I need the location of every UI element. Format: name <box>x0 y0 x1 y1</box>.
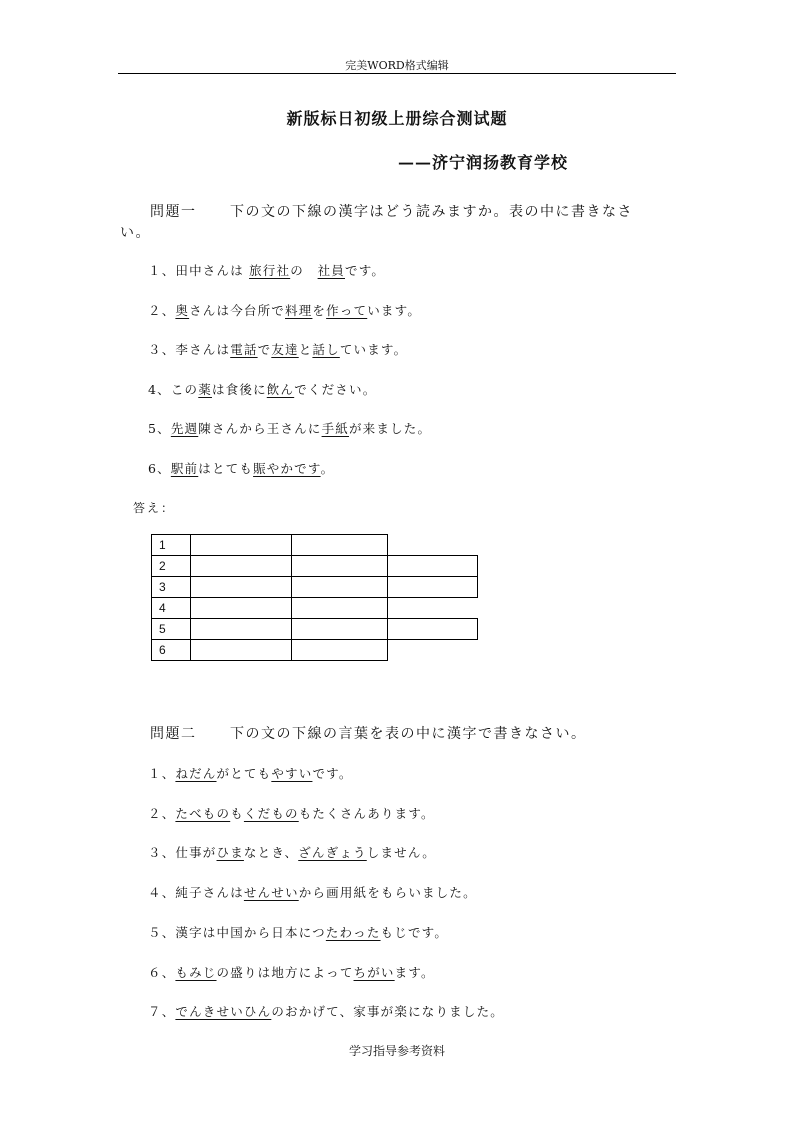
question-1-instruction: 下の文の下線の漢字はどう読みますか。表の中に書きなさ <box>230 204 633 220</box>
question-1-item <box>148 340 407 358</box>
answer-row-number: 4 <box>152 598 191 619</box>
question-2-label: 問題二 <box>150 726 197 742</box>
page-header: 完美WORD格式编辑 <box>345 59 449 72</box>
sentence-text: を <box>312 302 327 318</box>
answer-row <box>152 619 478 640</box>
sentence-text: はとても <box>198 460 254 476</box>
sentence-text: ６、 <box>148 964 176 980</box>
answer-row <box>152 598 478 619</box>
sentence-text: ４、純子さんは <box>148 885 244 901</box>
question-1-heading <box>150 201 633 221</box>
answer-cell-empty <box>388 598 478 619</box>
answer-cell <box>388 577 478 598</box>
sentence-text: ２、 <box>148 805 176 821</box>
answer-cell-empty <box>388 535 478 556</box>
sentence-text: 4、この <box>148 381 199 397</box>
answer-row-number: 1 <box>152 535 191 556</box>
question-1-item <box>148 419 431 437</box>
sentence-text: ３、仕事が <box>148 845 217 861</box>
answer-cell <box>191 619 292 640</box>
question-2-item <box>148 764 353 782</box>
sentence-text: が来ました。 <box>348 421 432 436</box>
underlined-word: たべもの <box>175 805 231 821</box>
sentence-text: でください。 <box>294 381 377 397</box>
sentence-text: 陳さんから王さんに <box>198 421 322 436</box>
question-1-item <box>148 459 334 477</box>
answer-cell <box>191 577 292 598</box>
answer-cell <box>388 619 478 640</box>
answer-cell-empty <box>388 640 478 661</box>
underlined-word: せんせい <box>243 885 299 901</box>
question-2-item <box>148 804 435 822</box>
sentence-text: ３、李さんは <box>148 342 231 357</box>
sentence-text: １、 <box>148 766 176 781</box>
page-footer: 学习指导参考资料 <box>348 1044 445 1058</box>
sentence-text: もじです。 <box>380 924 449 940</box>
sentence-text: ます。 <box>394 964 435 980</box>
answer-cell <box>191 535 292 556</box>
answer-row <box>152 556 478 577</box>
underlined-word: 手紙 <box>321 421 349 436</box>
header-rule <box>118 73 676 74</box>
answer-cell <box>191 598 292 619</box>
underlined-word: 飲ん <box>266 381 295 397</box>
document-title: 新版标日初级上册综合测试题 <box>286 109 508 128</box>
answer-label: 答え： <box>133 501 176 515</box>
underlined-word: 薬 <box>198 381 212 397</box>
question-1-instruction-wrap: い。 <box>120 225 151 241</box>
sentence-text: のおかげて、家事が楽になりました。 <box>271 1004 504 1020</box>
answer-row-number: 5 <box>152 619 191 640</box>
underlined-word: もみじ <box>175 964 217 980</box>
sentence-text: さんは今台所で <box>189 302 286 318</box>
underlined-word: 社員 <box>317 263 345 278</box>
answer-cell <box>292 535 388 556</box>
answer-row <box>152 640 478 661</box>
sentence-text: ７、 <box>148 1004 176 1020</box>
underlined-word: 奥 <box>175 302 190 318</box>
sentence-text: から画用紙をもらいました。 <box>298 885 477 901</box>
sentence-text: の盛りは地方によって <box>216 964 354 980</box>
sentence-text: も <box>230 805 244 821</box>
answer-table <box>151 534 478 661</box>
underlined-word: でんきせいひん <box>175 1004 272 1020</box>
underlined-word: たわった <box>325 924 381 940</box>
sentence-text: の <box>290 263 318 278</box>
answer-row-number: 6 <box>152 640 191 661</box>
question-1-item <box>148 301 421 319</box>
answer-cell <box>292 640 388 661</box>
underlined-word: やすい <box>271 766 313 781</box>
question-2-item <box>148 923 448 941</box>
underlined-word: 友達 <box>271 342 299 357</box>
underlined-word: 駅前 <box>170 460 199 476</box>
answer-row-number: 3 <box>152 577 191 598</box>
sentence-text: もたくさんあります。 <box>298 805 435 821</box>
underlined-word: ねだん <box>175 766 217 781</box>
answer-cell <box>292 556 388 577</box>
underlined-word: 作って <box>326 302 368 318</box>
question-1-label: 問題一 <box>150 204 197 220</box>
answer-row-number: 2 <box>152 556 191 577</box>
sentence-text: しません。 <box>366 845 437 861</box>
underlined-word: 話し <box>312 342 340 357</box>
document-subtitle: ——济宁润扬教育学校 <box>398 153 569 172</box>
sentence-text: 。 <box>320 460 335 476</box>
sentence-text: います。 <box>367 302 422 318</box>
sentence-text: ています。 <box>339 342 408 357</box>
answer-cell <box>191 556 292 577</box>
sentence-text: で <box>257 342 272 357</box>
sentence-text: と <box>298 342 313 357</box>
question-2-instruction: 下の文の下線の言葉を表の中に漢字で書きなさい。 <box>230 726 587 742</box>
sentence-text: ２、 <box>148 302 176 318</box>
sentence-text: １、田中さんは <box>148 263 250 278</box>
sentence-text: です。 <box>345 263 386 278</box>
answer-cell <box>292 577 388 598</box>
answer-cell <box>191 640 292 661</box>
underlined-word: ちがい <box>353 964 395 980</box>
sentence-text: 5、 <box>148 421 171 436</box>
underlined-word: 旅行社 <box>249 263 291 278</box>
sentence-text: がとても <box>216 766 272 781</box>
sentence-text: は食後に <box>211 381 267 397</box>
underlined-word: 電話 <box>230 342 258 357</box>
answer-cell <box>388 556 478 577</box>
underlined-word: 賑やかです <box>253 460 321 476</box>
answer-cell <box>292 598 388 619</box>
question-2-item <box>148 883 477 901</box>
underlined-word: 料理 <box>285 302 313 318</box>
underlined-word: ざんぎょう <box>298 845 367 861</box>
sentence-text: なとき、 <box>243 845 299 861</box>
sentence-text: です。 <box>312 766 353 781</box>
underlined-word: くだもの <box>243 805 299 821</box>
sentence-text: 6、 <box>148 460 171 476</box>
underlined-word: 先週 <box>170 421 199 436</box>
answer-row <box>152 577 478 598</box>
answer-row <box>152 535 478 556</box>
question-2-item <box>148 1002 504 1020</box>
question-1-item <box>148 261 385 279</box>
underlined-word: ひま <box>216 845 244 861</box>
question-1-item <box>148 380 376 398</box>
sentence-text: ５、漢字は中国から日本につ <box>148 924 326 940</box>
answer-cell <box>292 619 388 640</box>
question-2-item <box>148 963 435 981</box>
question-2-item <box>148 843 436 861</box>
question-2-heading <box>150 723 587 743</box>
